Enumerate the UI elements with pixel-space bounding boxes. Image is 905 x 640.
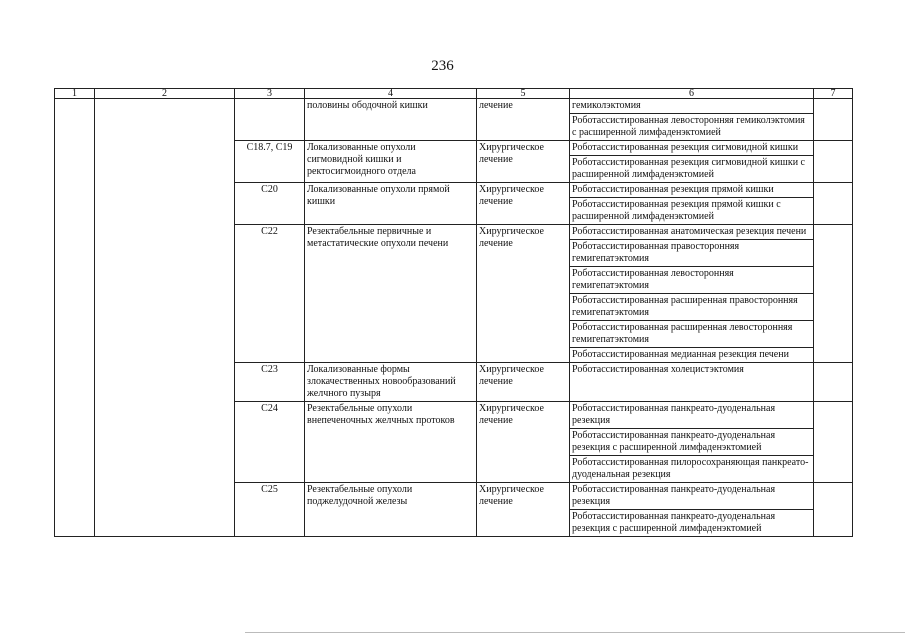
col1-cell — [55, 99, 95, 537]
treatment-cell: Хирургическое лечение — [477, 225, 570, 363]
method-cell: Роботассистированная резекция сигмовидной кишки — [570, 141, 814, 156]
code-cell — [235, 99, 305, 141]
treatment-cell: лечение — [477, 99, 570, 141]
header-cell: 4 — [305, 89, 477, 99]
col7-cell — [814, 402, 853, 483]
method-cell: Роботассистированная анатомическая резекция печени — [570, 225, 814, 240]
description-cell: Резектабельные первичные и метастатические опухоли печени — [305, 225, 477, 363]
treatment-cell: Хирургическое лечение — [477, 183, 570, 225]
code-cell: C25 — [235, 483, 305, 537]
code-cell: C22 — [235, 225, 305, 363]
header-cell: 7 — [814, 89, 853, 99]
description-cell: Локализованные опухоли прямой кишки — [305, 183, 477, 225]
header-cell: 6 — [570, 89, 814, 99]
code-cell: C23 — [235, 363, 305, 402]
col7-cell — [814, 483, 853, 537]
method-cell: Роботассистированная расширенная правосторонняя гемигепатэктомия — [570, 294, 814, 321]
description-cell: Локализованные опухоли сигмовидной кишки и ректосигмоидного отдела — [305, 141, 477, 183]
method-cell: Роботассистированная панкреато-дуоденальная резекция — [570, 483, 814, 510]
method-cell: Роботассистированная панкреато-дуоденальная резекция с расширенной лимфаденэктомией — [570, 510, 814, 537]
method-cell: гемиколэктомия — [570, 99, 814, 114]
code-cell: C18.7, C19 — [235, 141, 305, 183]
description-cell: Резектабельные опухоли внепеченочных желчных протоков — [305, 402, 477, 483]
method-cell: Роботассистированная холецистэктомия — [570, 363, 814, 402]
header-cell: 1 — [55, 89, 95, 99]
page-number: 236 — [431, 58, 454, 74]
table-header-row — [55, 89, 853, 99]
col7-cell — [814, 363, 853, 402]
treatment-cell: Хирургическое лечение — [477, 402, 570, 483]
method-cell: Роботассистированная панкреато-дуоденальная резекция с расширенной лимфаденэктомией — [570, 429, 814, 456]
method-cell: Роботассистированная панкреато-дуоденальная резекция — [570, 402, 814, 429]
header-cell: 5 — [477, 89, 570, 99]
method-cell: Роботассистированная правосторонняя гемигепатэктомия — [570, 240, 814, 267]
table-row — [55, 99, 853, 114]
treatment-cell: Хирургическое лечение — [477, 363, 570, 402]
method-cell: Роботассистированная резекция сигмовидной кишки с расширенной лимфаденэктомией — [570, 156, 814, 183]
header-cell: 3 — [235, 89, 305, 99]
description-cell: половины ободочной кишки — [305, 99, 477, 141]
method-cell: Роботассистированная пилоросохраняющая панкреато-дуоденальная резекция — [570, 456, 814, 483]
col7-cell — [814, 141, 853, 183]
procedures-table — [54, 88, 853, 537]
method-cell: Роботассистированная левосторонняя гемиколэктомия с расширенной лимфаденэктомией — [570, 114, 814, 141]
method-cell: Роботассистированная медианная резекция печени — [570, 348, 814, 363]
method-cell: Роботассистированная резекция прямой кишки с расширенной лимфаденэктомией — [570, 198, 814, 225]
code-cell: C20 — [235, 183, 305, 225]
header-cell: 2 — [95, 89, 235, 99]
scan-edge-line — [245, 632, 905, 633]
description-cell: Резектабельные опухоли поджелудочной железы — [305, 483, 477, 537]
method-cell: Роботассистированная резекция прямой кишки — [570, 183, 814, 198]
col7-cell — [814, 183, 853, 225]
method-cell: Роботассистированная левосторонняя гемигепатэктомия — [570, 267, 814, 294]
col2-cell — [95, 99, 235, 537]
treatment-cell: Хирургическое лечение — [477, 141, 570, 183]
description-cell: Локализованные формы злокачественных новообразований желчного пузыря — [305, 363, 477, 402]
col7-cell — [814, 225, 853, 363]
code-cell: C24 — [235, 402, 305, 483]
col7-cell — [814, 99, 853, 141]
method-cell: Роботассистированная расширенная левосторонняя гемигепатэктомия — [570, 321, 814, 348]
treatment-cell: Хирургическое лечение — [477, 483, 570, 537]
